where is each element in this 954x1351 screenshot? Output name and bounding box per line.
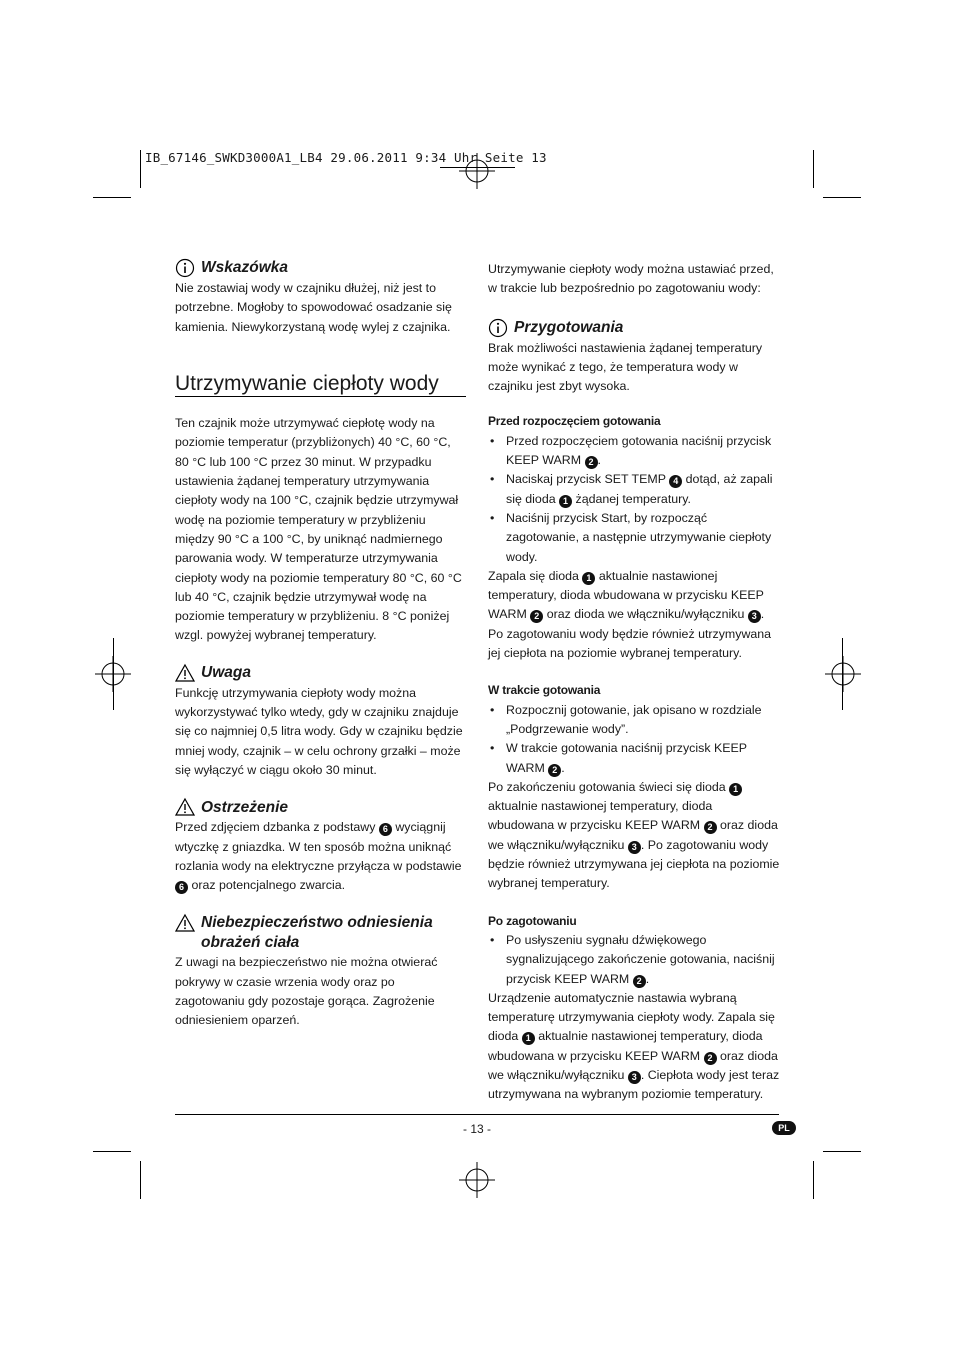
during-list [488, 701, 780, 778]
crop-mark [140, 1161, 141, 1199]
after-title: Po zagotowaniu [488, 913, 577, 928]
list-item [488, 470, 780, 509]
danger-text: Z uwagi na bezpieczeństwo nie można otwierać pokrywy w czasie wrzenia wody oraz po zagotowaniu gdy pozostaje gorąca. Zagrożenie odniesieniem oparzeń. [175, 955, 438, 1028]
section-text: Ten czajnik może utrzymywać ciepłotę wody na poziomie temperatur (przybliżonych) 40 °C, 60 °C, 80 °C lub 100 °C przez 30 minut. W przypadku ustawienia żądanej temperatury utrzymywania ciepłoty wody na 100 °C, czajnik będzie utrzymywał wodę na poziomie temperatury w przybliżeniu między 90 °C a 100 °C, by uniknąć nadmiernego parowania wody. W temperaturze utrzymywania ciepłoty wody na poziomie temperatury 80 °C, 60 °C lub 40 °C, czajnik będzie utrzymywał wodę na poziomie temperatury w przybliżeniu. 8 °C poniżej wzgl. powyżej wybranej temperatury. [175, 416, 462, 643]
ostrzezenie-title: Ostrzeżenie [201, 798, 289, 816]
number-badge: 2 [704, 821, 717, 834]
ostrzezenie-heading [175, 796, 466, 818]
warning-icon [175, 663, 195, 683]
text-run: Po usłyszeniu sygnału dźwiękowego sygnalizującego zakończenie gotowania, naciśnij przycisk KEEP WARM [506, 932, 775, 986]
language-badge: PL [772, 1121, 796, 1135]
number-badge: 3 [628, 841, 641, 854]
registration-mark-icon [459, 1162, 495, 1198]
danger-title [201, 913, 433, 953]
crop-mark [813, 1161, 814, 1199]
during-title: W trakcie gotowania [488, 683, 601, 698]
crop-mark [140, 150, 141, 188]
text-run: . Ciepłota wody jest teraz utrzymywana na wybranym poziomie temperatury. [488, 1067, 780, 1102]
text-run: Przed rozpoczęciem gotowania naciśnij przycisk KEEP WARM [506, 433, 772, 468]
text-run: W trakcie gotowania naciśnij przycisk KEEP WARM [506, 741, 747, 775]
text-run: oraz dioda we włączniku/wyłączniku [546, 607, 745, 622]
after-text [488, 989, 780, 1105]
number-badge: 2 [530, 610, 543, 623]
footer-rule [175, 1114, 779, 1115]
text-run: aktualnie nastawionej temperatury, dioda wbudowana w przycisku KEEP WARM [488, 1029, 763, 1063]
warning-icon [175, 913, 195, 933]
text-run: żądanej temperatury. [575, 491, 691, 506]
warning-icon [175, 797, 195, 817]
text-run: . Po zagotowaniu wody będzie również utrzymywana jej ciepłota na poziomie wybranej temperatury. [488, 837, 780, 891]
intro-text: Utrzymywanie ciepłoty wody można ustawiać przed, w trakcie lub bezpośrednio po zagotowaniu wody: [488, 262, 774, 296]
crop-mark [823, 197, 861, 198]
list-item [488, 739, 780, 778]
prep-heading [488, 317, 780, 339]
note-text: Nie zostawiaj wody w czajniku dłużej, niż jest to potrzebne. Mogłoby to spowodować osadzanie się kamienia. Niewykorzystaną wodę wylej z czajnika. [175, 281, 452, 334]
text-run: aktualnie nastawionej temperatury, dioda wbudowana w przycisku KEEP WARM [488, 568, 764, 622]
crop-mark [842, 638, 843, 710]
crop-mark [93, 1151, 131, 1152]
number-badge: 1 [582, 572, 595, 585]
note-heading [175, 257, 466, 279]
right-column [488, 260, 780, 1105]
text-run: Po zakończeniu gotowania świeci się dioda [488, 779, 726, 794]
print-slug: IB_67146_SWKD3000A1_LB4 29.06.2011 9:34 Uhr Seite 13 [145, 150, 547, 165]
number-badge: 3 [628, 1071, 641, 1084]
after-list [488, 931, 780, 989]
number-badge: 1 [729, 783, 742, 796]
number-badge: 6 [379, 823, 392, 836]
number-badge: 2 [548, 764, 561, 777]
text-run: oraz dioda we włączniku/wyłączniku [488, 1048, 778, 1082]
slug-underline [440, 167, 515, 168]
danger-title-line: Niebezpieczeństwo odniesienia [201, 914, 433, 932]
text-run: . [645, 971, 650, 986]
note-title: Wskazówka [201, 259, 289, 277]
text-run: oraz potencjalnego zwarcia. [191, 878, 346, 893]
during-text [488, 778, 780, 894]
text-run: Przed zdjęciem dzbanka z podstawy [175, 820, 376, 835]
left-column [175, 257, 466, 1031]
number-badge: 2 [633, 975, 646, 988]
text-run: aktualnie nastawionej temperatury, dioda wbudowana w przycisku KEEP WARM [488, 799, 713, 833]
list-item [488, 931, 780, 989]
before-list [488, 432, 780, 567]
danger-heading [175, 913, 466, 953]
section-title: Utrzymywanie ciepłoty wody [175, 374, 466, 397]
prep-text: Brak możliwości nastawienia żądanej temperatury może wynikać z tego, że temperatura wody w czajniku jest zbyt wysoka. [488, 340, 763, 394]
text-run: wyciągnij wtyczkę z gniazdka. W ten sposób można uniknąć rozlania wody na elektryczne przyłącza w podstawie [175, 820, 462, 873]
list-item: • Rozpocznij gotowanie, jak opisano w rozdziale „Podgrzewanie wody”. [488, 701, 780, 740]
ostrzezenie-text [175, 818, 466, 895]
info-icon [175, 258, 195, 278]
uwaga-title: Uwaga [201, 664, 251, 682]
text-run: Urządzenie automatycznie nastawia wybraną temperaturę utrzymywania ciepłoty wody. Zapala się dioda [488, 990, 775, 1044]
info-icon [488, 318, 508, 338]
number-badge: 1 [559, 495, 572, 508]
number-badge: 2 [704, 1052, 717, 1065]
text-run: . Po zagotowaniu wody będzie również utrzymywana jej ciepłota na poziomie wybranej temperatury. [488, 607, 772, 661]
crop-mark [813, 150, 814, 188]
number-badge: 3 [748, 610, 761, 623]
number-badge: 2 [585, 456, 598, 469]
number-badge: 6 [175, 881, 188, 894]
crop-mark [113, 638, 114, 710]
crop-mark [823, 1151, 861, 1152]
uwaga-text: Funkcję utrzymywania ciepłoty wody można wykorzystywać tylko wtedy, gdy w czajniku znajduje się co najmniej 0,5 litra wody. Gdy w czajniku będzie mniej wody, czajnik – w celu ochrony grzałki – może się wyłączyć w ciągu około 30 minut. [175, 685, 463, 777]
text-run: . [561, 760, 565, 775]
before-title: Przed rozpoczęciem gotowania [488, 414, 661, 429]
text-run: Zapala się dioda [488, 568, 579, 583]
page-number: - 13 - [462, 1122, 491, 1136]
registration-mark-icon [825, 656, 861, 692]
text-run: . [597, 453, 601, 468]
list-item: • Naciśnij przycisk Start, by rozpocząć zagotowanie, a następnie utrzymywanie ciepłoty wody. [488, 509, 780, 567]
text-run: oraz dioda we włączniku/wyłączniku [488, 818, 778, 852]
text-run: dotąd, aż zapali się dioda [506, 472, 773, 506]
crop-mark [93, 197, 131, 198]
prep-title: Przygotowania [514, 318, 624, 336]
danger-title-line: obrażeń ciała [201, 934, 300, 952]
text-run: Naciskaj przycisk SET TEMP [506, 472, 666, 487]
number-badge: 4 [669, 475, 682, 488]
before-text [488, 567, 780, 663]
list-item [488, 432, 780, 471]
number-badge: 1 [522, 1032, 535, 1045]
uwaga-heading [175, 662, 466, 684]
